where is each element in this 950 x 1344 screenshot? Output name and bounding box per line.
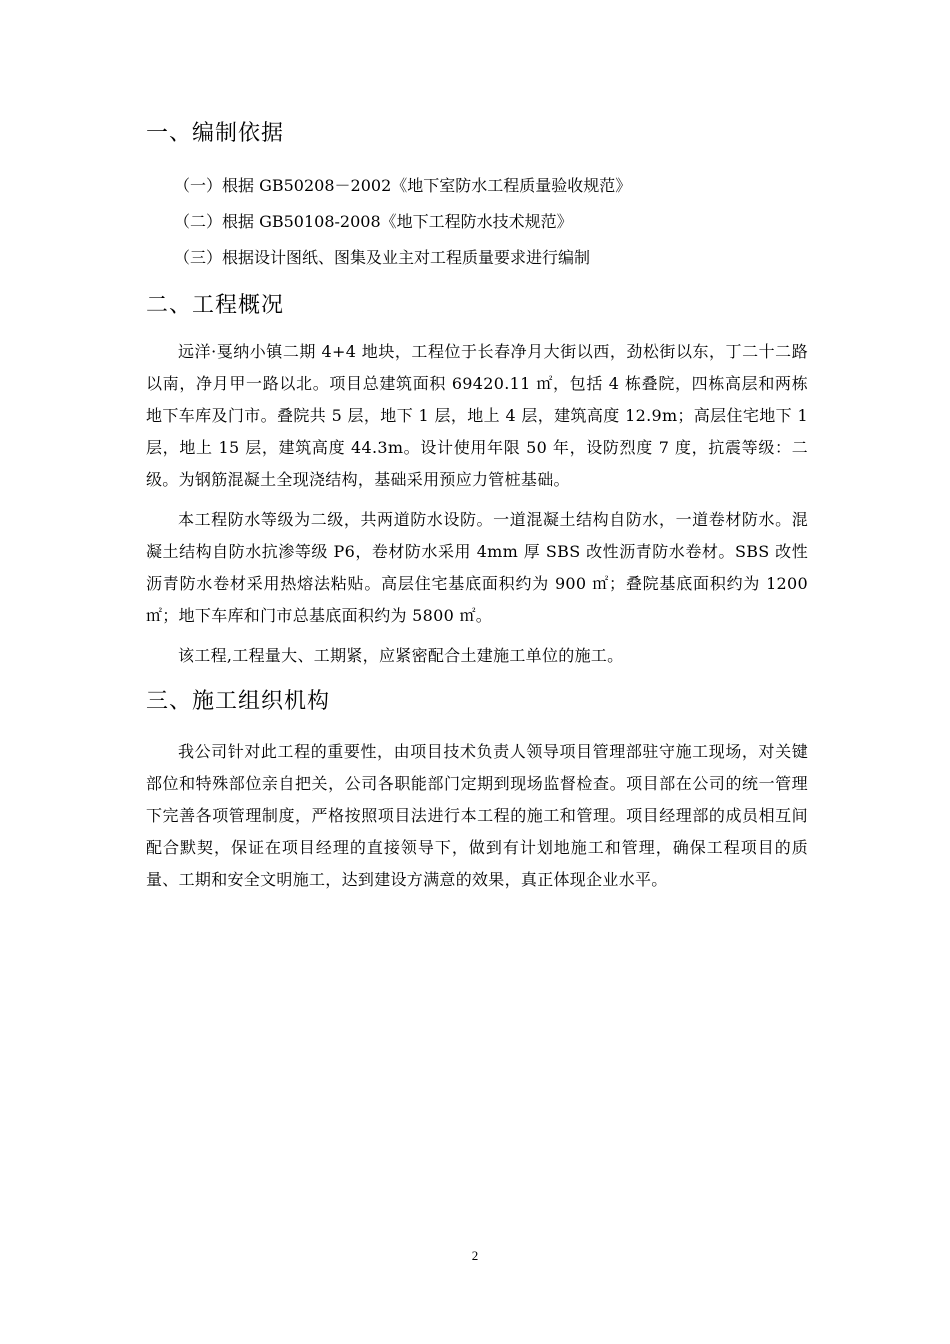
basis-item-1: （一）根据 GB50208－2002《地下室防水工程质量验收规范》 [174, 176, 632, 195]
overview-paragraph-1: 远洋·戛纳小镇二期 4+4 地块，工程位于长春净月大街以西，劲松街以东，丁二十二路以南，净月甲一路以北。项目总建筑面积 69420.11 ㎡，包括 4 栋叠院，四栋高层和两栋地下车库及门市。叠院共 5 层，地下 1 层，地上 4 层，建筑高度 12.9m；高层住宅地下 1 层，地上 15 层，建筑高度 44.3m。设计使用年限 50 年，设防烈度 7 度，抗震等级：二级。为钢筋混凝土全现浇结构，基础采用预应力管桩基础。 [146, 342, 808, 489]
section-heading-overview: 二、工程概况 [146, 293, 285, 318]
overview-paragraph-2: 本工程防水等级为二级，共两道防水设防。一道混凝土结构自防水，一道卷材防水。混凝土结构自防水抗渗等级 P6，卷材防水采用 4mm 厚 SBS 改性沥青防水卷材。SBS 改性沥青防水卷材采用热熔法粘贴。高层住宅基底面积约为 900 ㎡；叠院基底面积约为 1200 ㎡；地下车库和门市总基底面积约为 5800 ㎡。 [146, 510, 808, 625]
section-heading-organization: 三、施工组织机构 [146, 689, 331, 714]
page-number: 2 [471, 1248, 479, 1263]
overview-paragraph-3: 该工程,工程量大、工期紧，应紧密配合土建施工单位的施工。 [178, 646, 624, 665]
organization-paragraph-1: 我公司针对此工程的重要性，由项目技术负责人领导项目管理部驻守施工现场，对关键部位和特殊部位亲自把关，公司各职能部门定期到现场监督检查。项目部在公司的统一管理下完善各项管理制度，严格按照项目法进行本工程的施工和管理。项目经理部的成员相互间配合默契，保证在项目经理的直接领导下，做到有计划地施工和管理，确保工程项目的质量、工期和安全文明施工，达到建设方满意的效果，真正体现企业水平。 [146, 742, 808, 889]
section-heading-basis: 一、编制依据 [146, 121, 285, 146]
basis-item-3: （三）根据设计图纸、图集及业主对工程质量要求进行编制 [174, 248, 591, 267]
basis-item-2: （二）根据 GB50108-2008《地下工程防水技术规范》 [174, 212, 573, 231]
page-content [146, 112, 808, 896]
